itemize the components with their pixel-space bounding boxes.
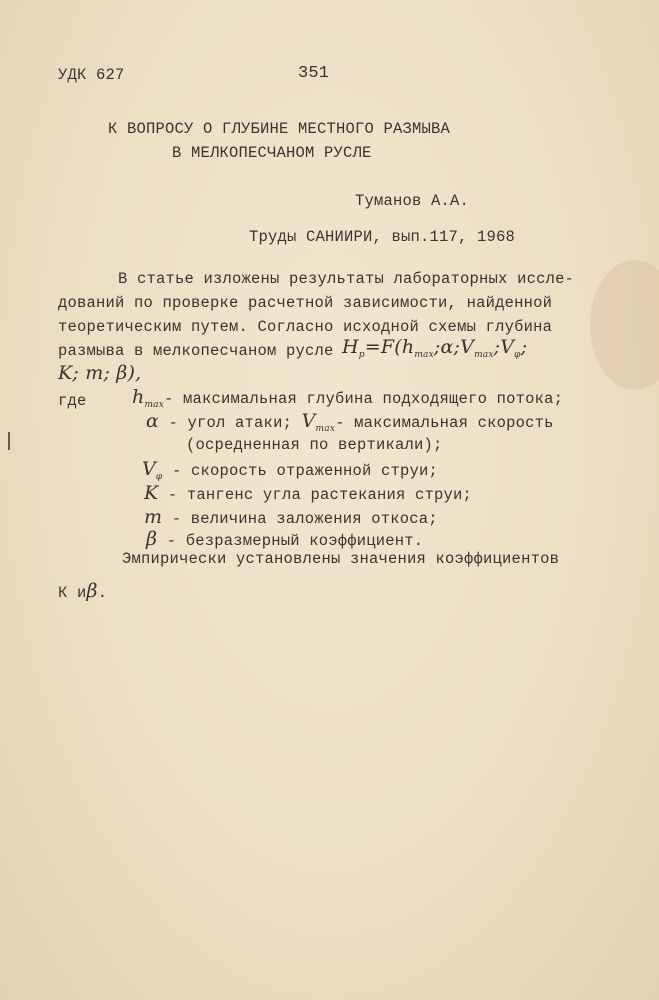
def-alpha: α - угол атаки; $V_{max}-$ максимальная скорость (146, 410, 554, 434)
margin-mark (8, 432, 10, 450)
body-line-2: дований по проверке расчетной зависимости, найденной (58, 294, 553, 312)
def-hmax: $h_{max}-$ максимальная глубина подходящего потока; (132, 386, 564, 410)
source-citation: Труды САНИИРИ, вып.117, 1968 (249, 228, 516, 246)
def-vmax-cont: (осредненная по вертикали); (186, 436, 443, 454)
def-beta: β - безразмерный коэффициент. (146, 528, 424, 550)
empirical-line-1: Эмпирически установлены значения коэффициентов (122, 550, 560, 568)
def-vphi: $V_\varphi$ - скорость отраженной струи; (142, 458, 438, 482)
author: Туманов А.А. (355, 192, 470, 210)
empirical-line-2: К иβ. (58, 580, 108, 602)
udc-code: УДК 627 (58, 66, 125, 84)
where-label: где (58, 392, 87, 410)
page-number: 351 (298, 64, 330, 83)
body-line-3: теоретическим путем. Согласно исходной схемы глубина (58, 318, 553, 336)
title-line-2: В МЕЛКОПЕСЧАНОМ РУСЛЕ (172, 144, 372, 162)
body-line-4: размыва в мелкопесчаном русле (58, 342, 334, 360)
title-line-1: К ВОПРОСУ О ГЛУБИНЕ МЕСТНОГО РАЗМЫВА (108, 120, 451, 138)
def-m: m - величина заложения откоса; (144, 506, 438, 528)
formula-line-2: K; m; β), (58, 362, 142, 384)
paper-stain (590, 260, 659, 390)
def-k: K - тангенс угла растекания струи; (144, 482, 472, 504)
body-line-1: В статье изложены результаты лабораторных иссле- (118, 270, 575, 288)
formula: $H_p=F(h_{max};\alpha;V_{max};V_\varphi$; (342, 336, 528, 360)
